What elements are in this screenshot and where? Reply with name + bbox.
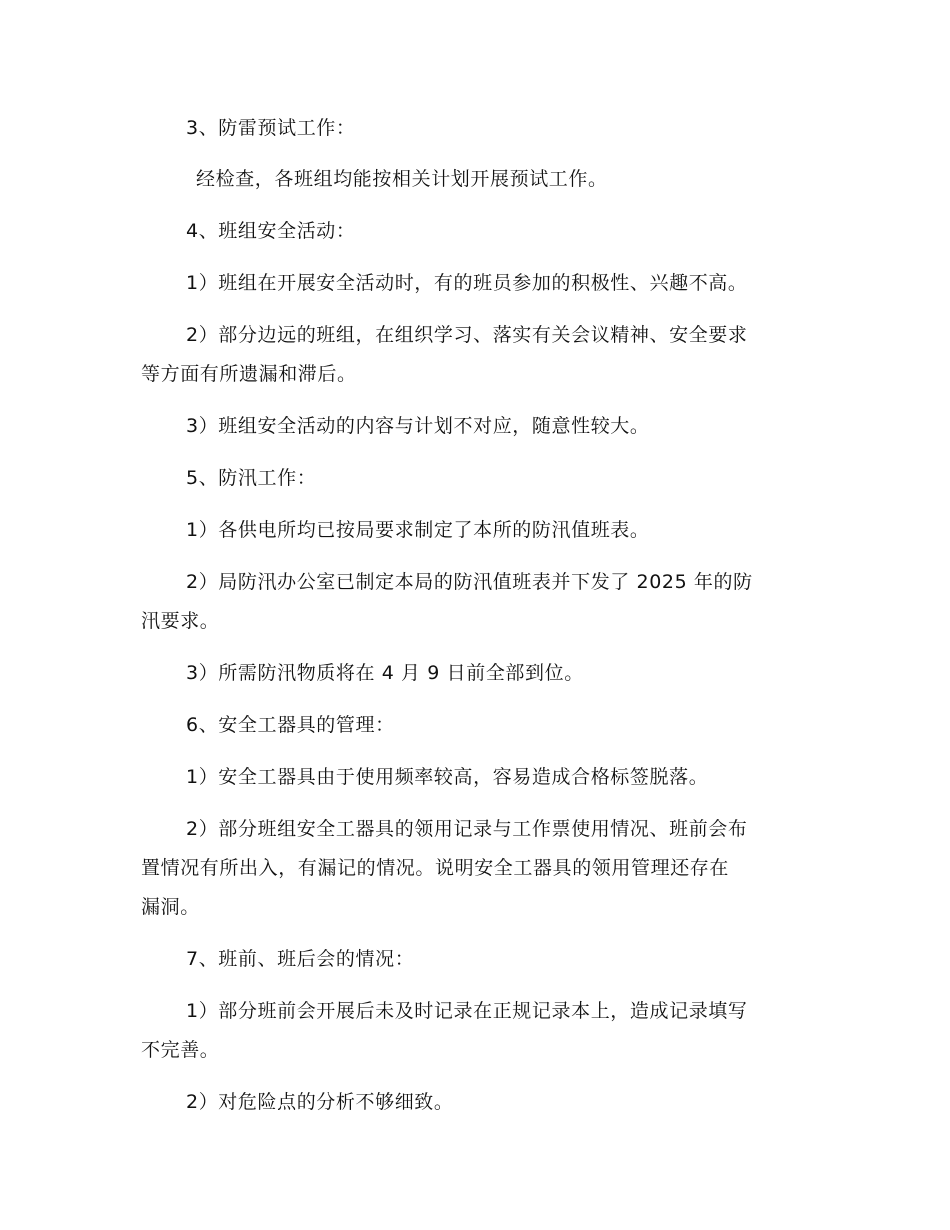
list-item-continuation: 等方面有所遗漏和滞后。 — [141, 363, 357, 385]
section-heading: 7、班前、班后会的情况： — [186, 948, 415, 970]
list-item: 1）安全工器具由于使用频率较高，容易造成合格标签脱落。 — [186, 766, 709, 788]
list-item: 3）班组安全活动的内容与计划不对应，随意性较大。 — [186, 415, 650, 437]
list-item: 1）各供电所均已按局要求制定了本所的防汛值班表。 — [186, 519, 650, 541]
paragraph-line: 经检查，各班组均能按相关计划开展预试工作。 — [196, 168, 608, 190]
list-item-continuation: 漏洞。 — [141, 896, 200, 918]
list-item-continuation: 汛要求。 — [141, 610, 220, 632]
list-item-continuation: 不完善。 — [141, 1039, 220, 1061]
section-heading: 4、班组安全活动： — [186, 220, 356, 242]
list-item: 2）对危险点的分析不够细致。 — [186, 1091, 454, 1113]
list-item: 1）部分班前会开展后未及时记录在正规记录本上，造成记录填写 — [186, 1000, 748, 1022]
list-item: 2）部分边远的班组，在组织学习、落实有关会议精神、安全要求 — [186, 324, 748, 346]
list-item-continuation: 置情况有所出入，有漏记的情况。说明安全工器具的领用管理还存在 — [141, 857, 730, 879]
list-item: 1）班组在开展安全活动时，有的班员参加的积极性、兴趣不高。 — [186, 272, 748, 294]
section-heading: 3、防雷预试工作： — [186, 117, 356, 139]
section-heading: 6、安全工器具的管理： — [186, 714, 395, 736]
list-item: 3）所需防汛物质将在 4 月 9 日前全部到位。 — [186, 662, 584, 684]
list-item: 2）局防汛办公室已制定本局的防汛值班表并下发了 2025 年的防 — [186, 571, 753, 593]
section-heading: 5、防汛工作： — [186, 467, 317, 489]
list-item: 2）部分班组安全工器具的领用记录与工作票使用情况、班前会布 — [186, 818, 748, 840]
